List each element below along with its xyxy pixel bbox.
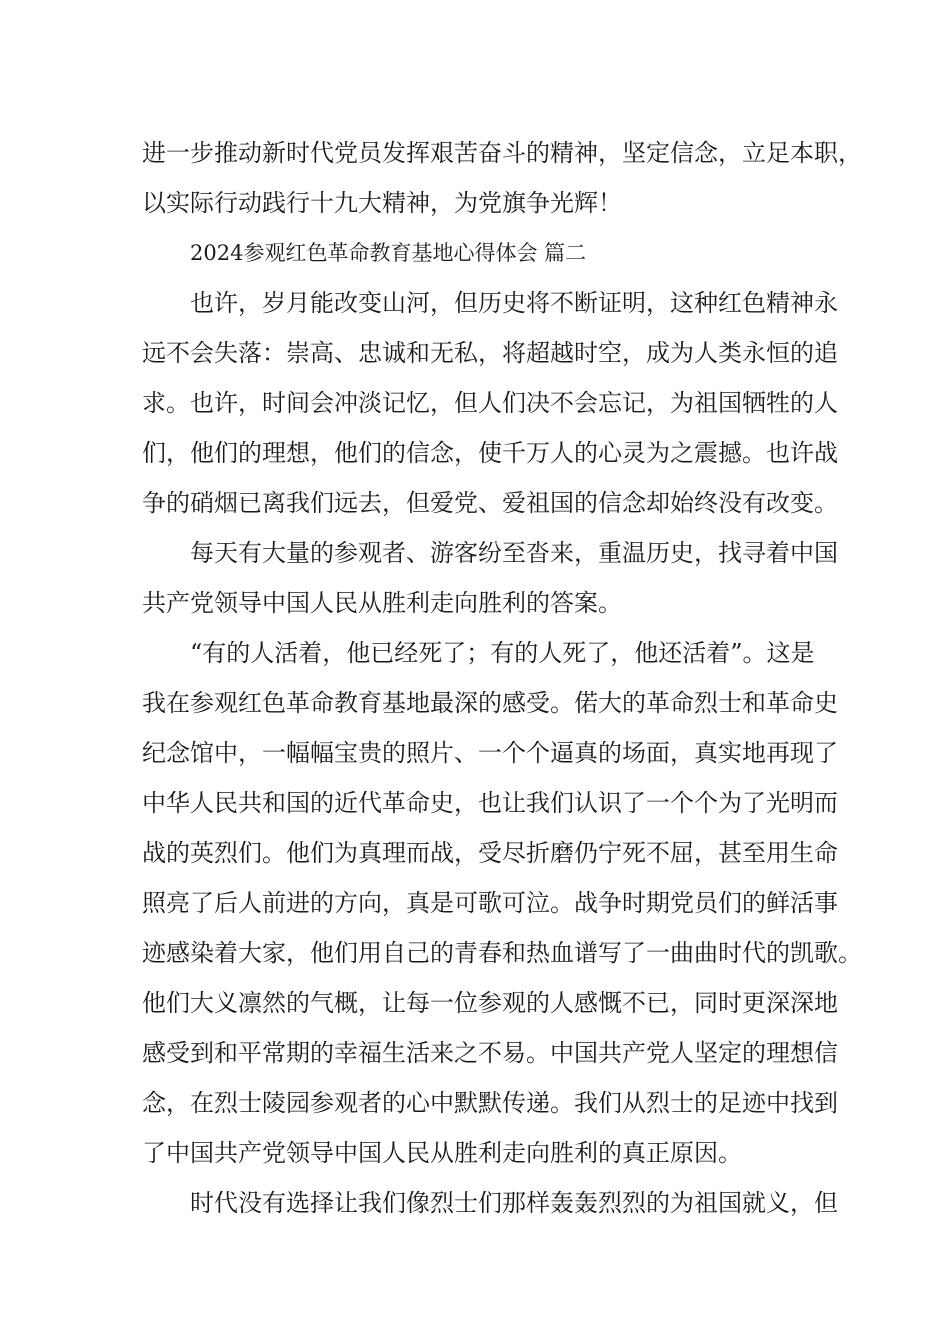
text-line: 求。也许，时间会冲淡记忆，但人们决不会忘记，为祖国牺牲的人 <box>142 389 838 417</box>
text-line: 照亮了后人前进的方向，真是可歌可泣。战争时期党员们的鲜活事 <box>142 889 838 917</box>
text-line: “有的人活着，他已经死了；有的人死了，他还活着”。这是 <box>190 639 815 667</box>
text-line: 了中国共产党领导中国人民从胜利走向胜利的真正原因。 <box>142 1139 742 1167</box>
text-line: 我在参观红色革命教育基地最深的感受。偌大的革命烈士和革命史 <box>142 689 838 717</box>
text-line: 远不会失落：崇高、忠诚和无私，将超越时空，成为人类永恒的追 <box>142 339 838 367</box>
text-line: 争的硝烟已离我们远去，但爱党、爱祖国的信念却始终没有改变。 <box>142 489 838 517</box>
text-line: 共产党领导中国人民从胜利走向胜利的答案。 <box>142 589 622 617</box>
section-heading: 2024参观红色革命教育基地心得体会 篇二 <box>190 241 587 265</box>
text-line: 们，他们的理想，他们的信念，使千万人的心灵为之震撼。也许战 <box>142 439 838 467</box>
text-line: 也许，岁月能改变山河，但历史将不断证明，这种红色精神永 <box>190 289 838 317</box>
text-line: 感受到和平常期的幸福生活来之不易。中国共产党人坚定的理想信 <box>142 1039 838 1067</box>
text-line: 时代没有选择让我们像烈士们那样轰轰烈烈的为祖国就义，但 <box>190 1189 838 1217</box>
text-line: 纪念馆中，一幅幅宝贵的照片、一个个逼真的场面，真实地再现了 <box>142 739 838 767</box>
text-line: 战的英烈们。他们为真理而战，受尽折磨仍宁死不屈，甚至用生命 <box>142 839 838 867</box>
body-text <box>142 128 862 1228</box>
text-line: 念，在烈士陵园参观者的心中默默传递。我们从烈士的足迹中找到 <box>142 1089 838 1117</box>
text-line: 以实际行动践行十九大精神，为党旗争光辉！ <box>142 189 622 217</box>
text-line: 迹感染着大家，他们用自己的青春和热血谱写了一曲曲时代的凯歌。 <box>142 939 862 967</box>
text-line: 他们大义凛然的气概，让每一位参观的人感慨不已，同时更深深地 <box>142 989 838 1017</box>
text-line: 进一步推动新时代党员发挥艰苦奋斗的精神，坚定信念，立足本职， <box>142 139 862 167</box>
text-line: 每天有大量的参观者、游客纷至沓来，重温历史，找寻着中国 <box>190 539 838 567</box>
text-line: 中华人民共和国的近代革命史，也让我们认识了一个个为了光明而 <box>142 789 838 817</box>
